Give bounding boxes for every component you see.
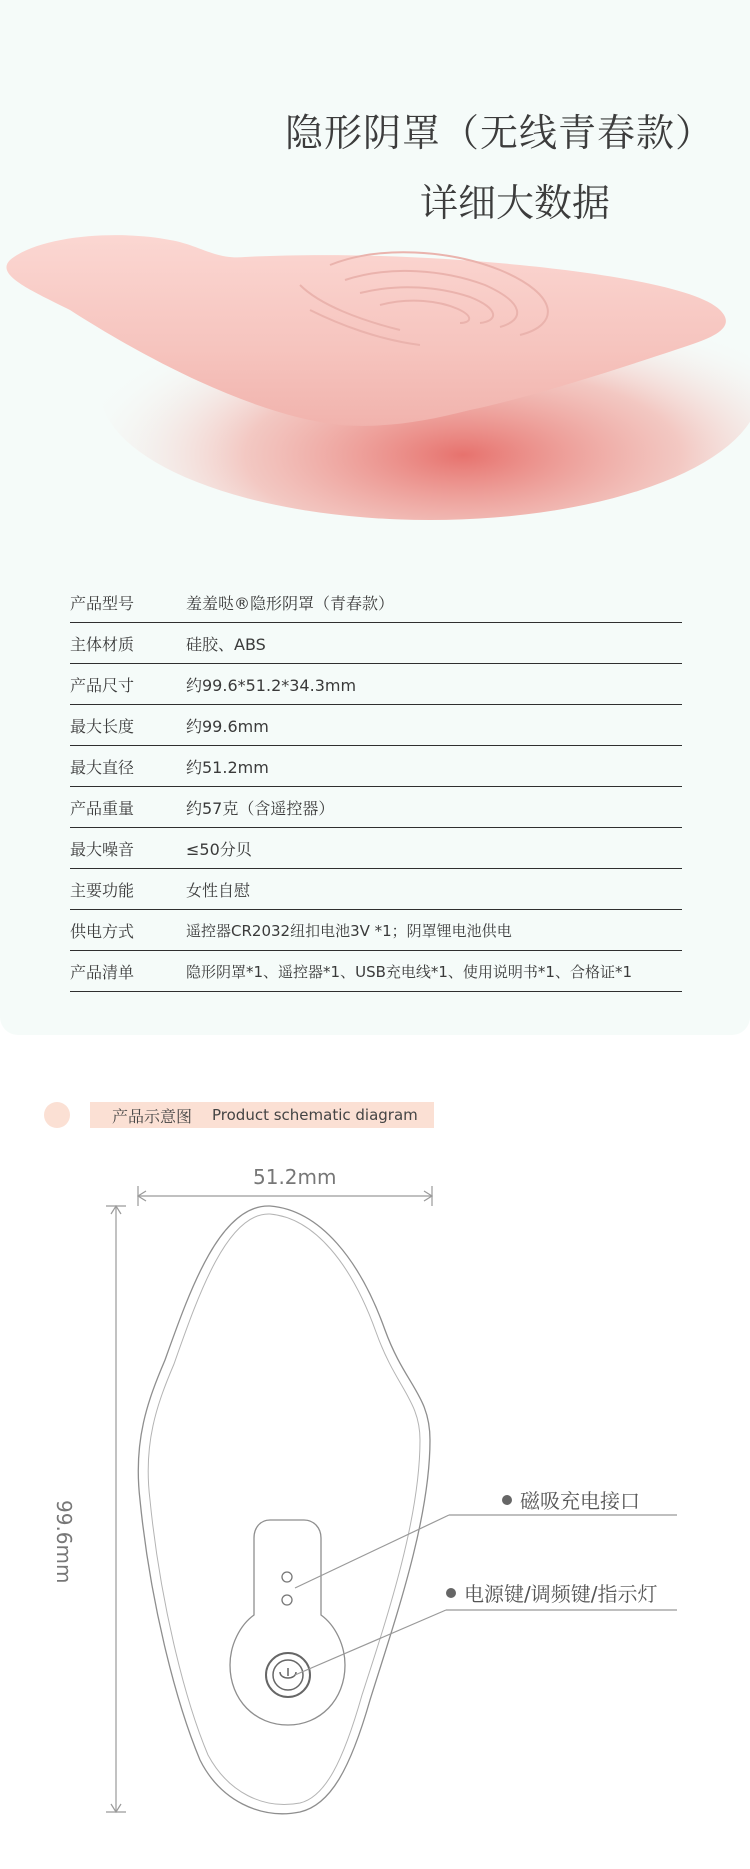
- spec-key: 主要功能: [70, 880, 135, 900]
- spec-value: 女性自慰: [186, 880, 251, 900]
- callout-line-2: [295, 1610, 446, 1675]
- section-label: [90, 1102, 434, 1128]
- section-label-en: Product schematic diagram: [212, 1106, 418, 1124]
- spec-key: 最大噪音: [70, 839, 135, 859]
- spec-value: 隐形阴罩*1、遥控器*1、USB充电线*1、使用说明书*1、合格证*1: [186, 962, 633, 981]
- spec-value: 约51.2mm: [186, 757, 269, 777]
- spec-row: [70, 828, 682, 869]
- spec-value: 遥控器CR2032纽扣电池3V *1；阴罩锂电池供电: [186, 921, 512, 940]
- spec-key: 最大长度: [70, 716, 135, 736]
- spec-row: [70, 910, 682, 951]
- page-title: 隐形阴罩（无线青春款）: [284, 111, 714, 155]
- charge-contact-icon: [282, 1595, 292, 1605]
- section-tag: [44, 1100, 434, 1130]
- spec-value: 约57克（含遥控器）: [186, 798, 335, 818]
- callout-power-label: 电源键/调频键/指示灯: [464, 1582, 658, 1606]
- bullet-icon: [502, 1495, 512, 1505]
- spec-value: 约99.6mm: [186, 716, 269, 736]
- spec-row: [70, 623, 682, 664]
- spec-row: [70, 582, 682, 623]
- spec-row: [70, 787, 682, 828]
- callout-line-1: [295, 1515, 449, 1588]
- spec-row: [70, 746, 682, 787]
- spec-value: 羞羞哒®隐形阴罩（青春款）: [186, 593, 395, 613]
- spec-key: 产品型号: [70, 593, 135, 613]
- callout-charge-port: [502, 1485, 640, 1514]
- callout-charge-label: 磁吸充电接口: [520, 1489, 640, 1513]
- device-outline-outer: [138, 1206, 430, 1814]
- length-label: 99.6mm: [52, 1500, 76, 1584]
- device-outline-inner: [148, 1214, 420, 1805]
- spec-key: 产品清单: [70, 962, 135, 982]
- product-image: [0, 225, 750, 525]
- charge-contact-icon: [282, 1572, 292, 1582]
- spec-key: 供电方式: [70, 921, 135, 941]
- spec-table: [70, 582, 682, 992]
- spec-row: [70, 705, 682, 746]
- control-strip: [230, 1520, 345, 1725]
- spec-key: 最大直径: [70, 757, 135, 777]
- spec-key: 主体材质: [70, 634, 135, 654]
- tag-dot-icon: [44, 1102, 70, 1128]
- spec-row: [70, 869, 682, 910]
- spec-row: [70, 664, 682, 705]
- spec-value: 约99.6*51.2*34.3mm: [186, 675, 357, 695]
- callout-power-button: [446, 1578, 657, 1607]
- spec-key: 产品尺寸: [70, 675, 135, 695]
- bullet-icon: [446, 1588, 456, 1598]
- spec-value: ≤50分贝: [186, 839, 252, 859]
- spec-row: [70, 951, 682, 992]
- spec-value: 硅胶、ABS: [186, 634, 266, 654]
- page-subtitle: 详细大数据: [420, 181, 611, 225]
- spec-key: 产品重量: [70, 798, 135, 818]
- width-label: 51.2mm: [253, 1165, 337, 1189]
- section-label-cn: 产品示意图: [112, 1106, 193, 1126]
